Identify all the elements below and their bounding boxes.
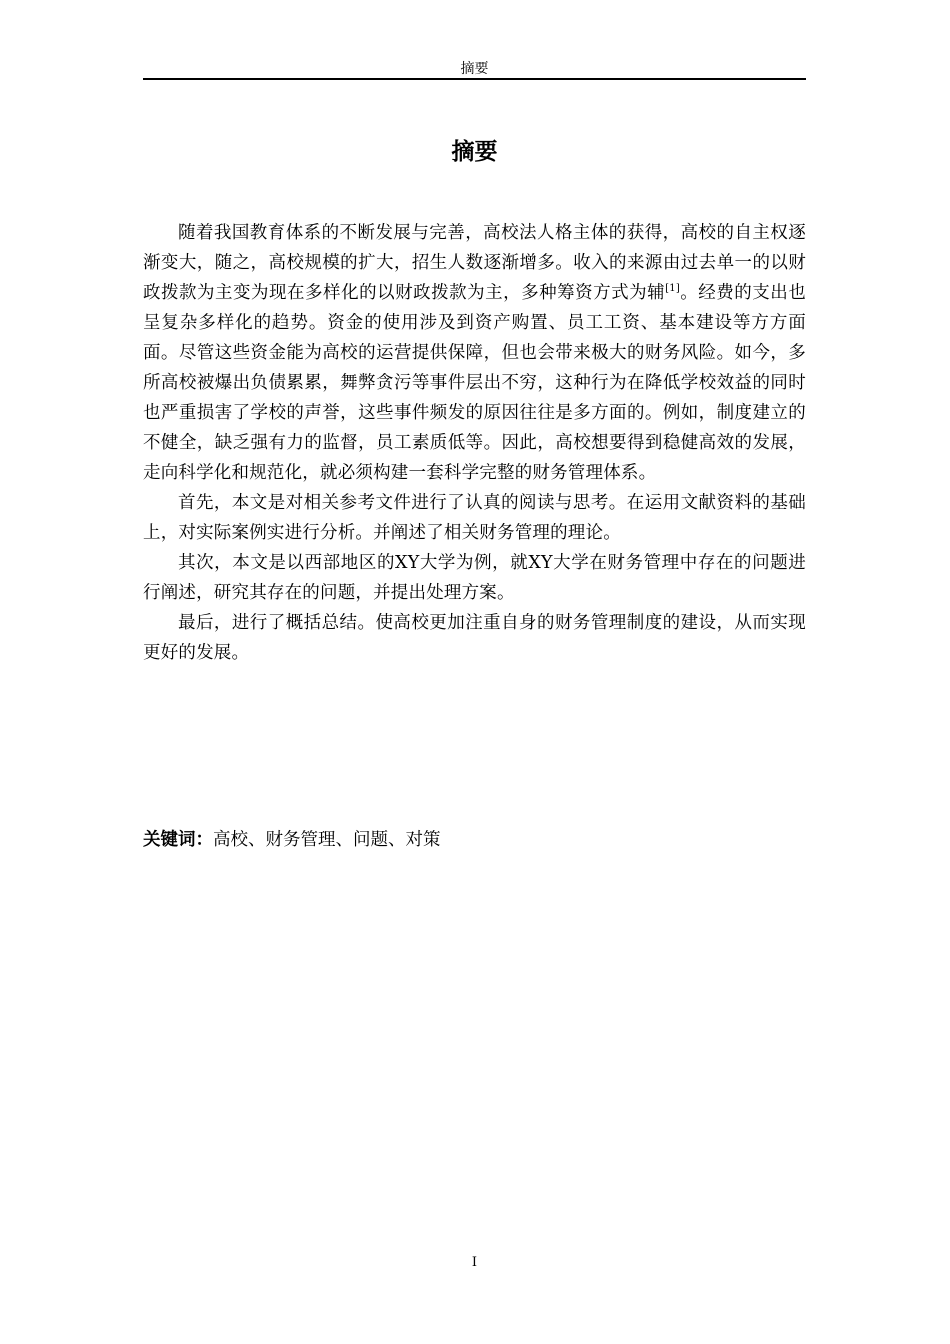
page-number: I xyxy=(471,1255,478,1270)
keywords-line xyxy=(143,825,806,855)
paragraph-4: 最后，进行了概括总结。使高校更加注重自身的财务管理制度的建设，从而实现更好的发展。 xyxy=(143,613,806,663)
page-title: 摘要 xyxy=(451,139,498,165)
abstract-body xyxy=(143,218,806,668)
paragraph-1-part-b: 。经费的支出也呈复杂多样化的趋势。资金的使用涉及到资产购置、员工工资、基本建设等方方面面。尽管这些资金能为高校的运营提供保障，但也会带来极大的财务风险。如今，多所高校被爆出负债累累，舞弊贪污等事件层出不穷，这种行为在降低学校效益的同时也严重损害了学校的声誉，这些事件频发的原因往往是多方面的。例如，制度建立的不健全，缺乏强有力的监督，员工素质低等。因此，高校想要得到稳健高效的发展，走向科学化和规范化，就必须构建一套科学完整的财务管理体系。 xyxy=(143,283,806,483)
citation-ref: [1] xyxy=(665,283,680,295)
paragraph-1 xyxy=(143,218,806,488)
keywords-value: 高校、财务管理、问题、对策 xyxy=(213,830,441,850)
running-title: 摘要 xyxy=(460,61,489,77)
paragraph-2: 首先，本文是对相关参考文件进行了认真的阅读与思考。在运用文献资料的基础上，对实际案例实进行分析。并阐述了相关财务管理的理论。 xyxy=(143,493,806,543)
page-header xyxy=(143,58,806,80)
keywords-label: 关键词： xyxy=(143,830,213,850)
paragraph-3: 其次，本文是以西部地区的XY大学为例，就XY大学在财务管理中存在的问题进行阐述，研究其存在的问题，并提出处理方案。 xyxy=(143,553,806,603)
paragraph-1-part-a: 随着我国教育体系的不断发展与完善，高校法人格主体的获得，高校的自主权逐渐变大，随之，高校规模的扩大，招生人数逐渐增多。收入的来源由过去单一的以财政拨款为主变为现在多样化的以财政拨款为主，多种筹资方式为辅 xyxy=(143,223,806,303)
